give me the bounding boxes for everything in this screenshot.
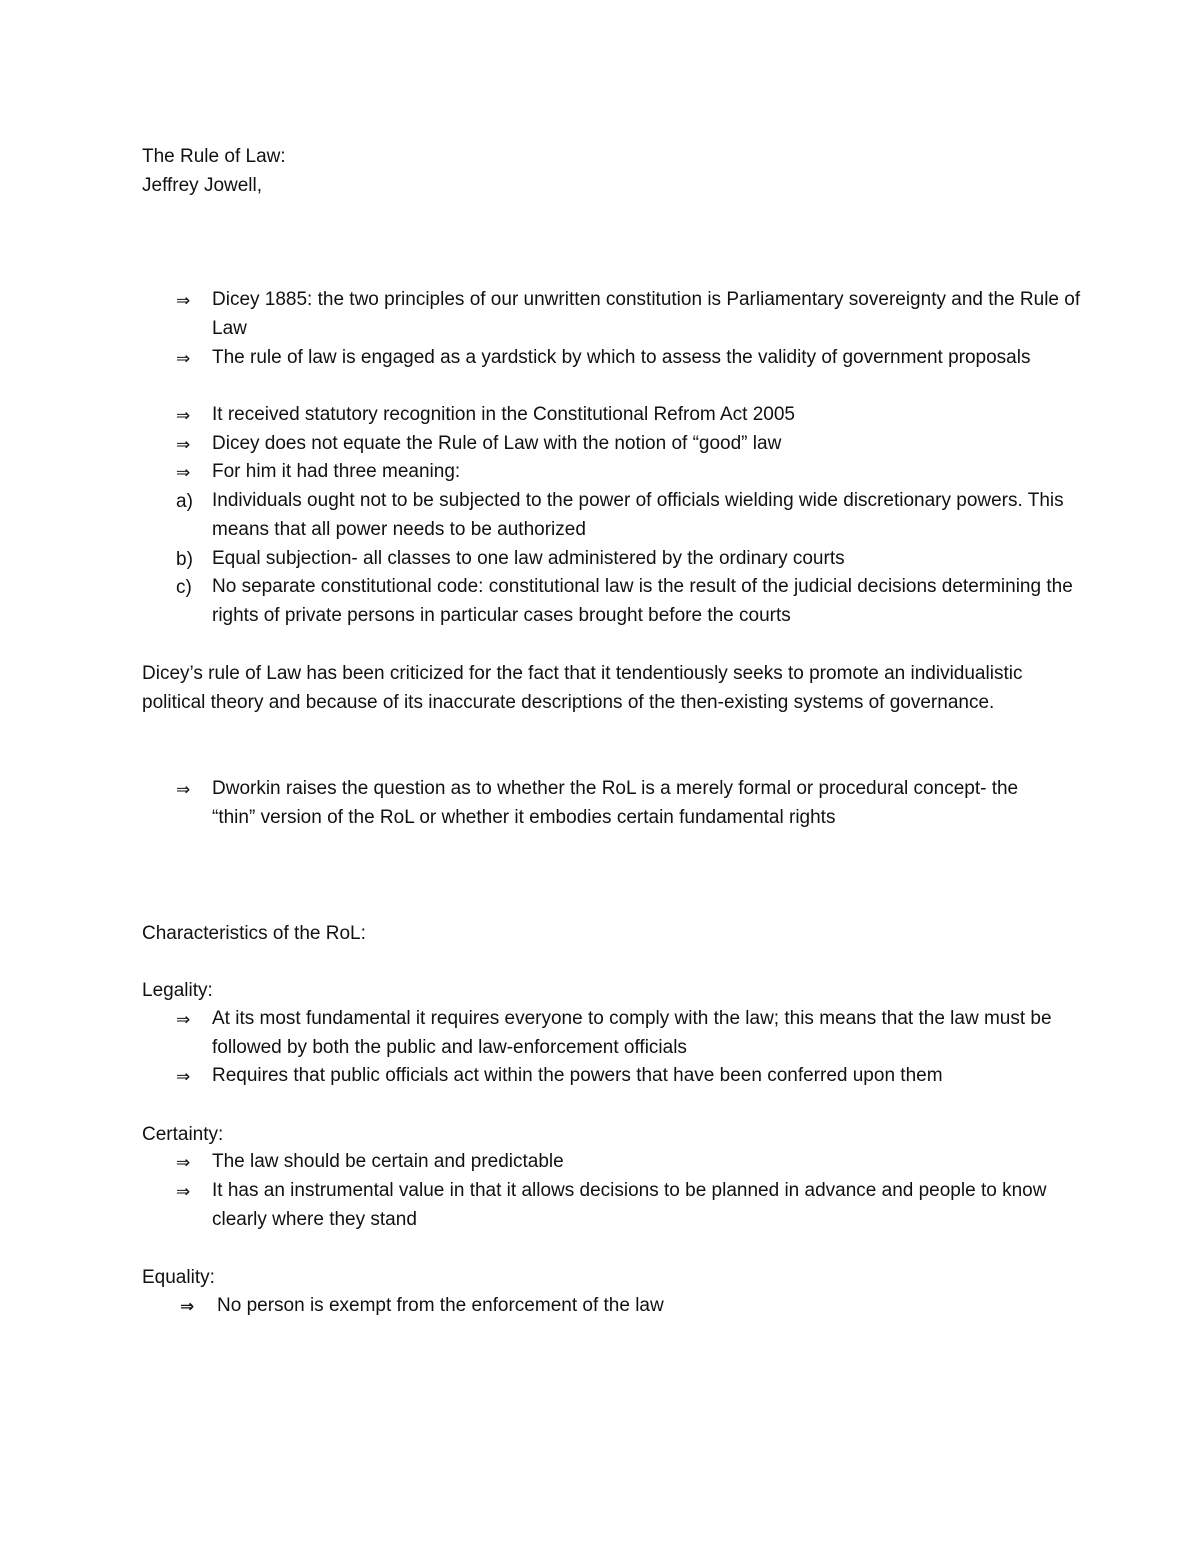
arrow-bullet-icon: ⇒	[180, 1297, 195, 1316]
arrow-bullet-icon: ⇒	[176, 435, 191, 454]
arrow-bullet-icon: ⇒	[176, 780, 191, 799]
arrow-bullet-icon: ⇒	[176, 463, 191, 482]
arrow-bullet-icon: ⇒	[176, 1153, 191, 1172]
list-item: No separate constitutional code: constitutional law is the result of the judicial decisions determining the rights of private persons in particular cases brought before the courts	[212, 576, 1073, 626]
list-item: Dicey does not equate the Rule of Law with the notion of “good” law	[212, 433, 782, 454]
characteristics-heading: Characteristics of the RoL:	[142, 923, 366, 944]
arrow-bullet-icon: ⇒	[176, 349, 191, 368]
list-item: No person is exempt from the enforcement of the law	[217, 1295, 664, 1316]
arrow-bullet-icon: ⇒	[176, 1067, 191, 1086]
arrow-bullet-icon: ⇒	[176, 291, 191, 310]
list-item: Dicey 1885: the two principles of our unwritten constitution is Parliamentary sovereignty and the Rule of Law	[212, 289, 1081, 339]
equality-heading: Equality:	[142, 1267, 215, 1288]
criticism-paragraph: Dicey’s rule of Law has been criticized for the fact that it tendentiously seeks to promote an individualistic political theory and because of its inaccurate descriptions of the then-existing systems of governance.	[142, 663, 1023, 713]
list-item: At its most fundamental it requires everyone to comply with the law; this means that the law must be followed by both the public and law-enforcement officials	[212, 1008, 1052, 1058]
arrow-bullet-icon: ⇒	[176, 1010, 191, 1029]
list-item: It has an instrumental value in that it allows decisions to be planned in advance and people to know clearly where they stand	[212, 1180, 1047, 1230]
arrow-bullet-icon: ⇒	[176, 1182, 191, 1201]
document-title: The Rule of Law:	[142, 146, 286, 167]
list-item: The law should be certain and predictable	[212, 1151, 564, 1172]
list-item: Individuals ought not to be subjected to the power of officials wielding wide discretionary powers. This means that all power needs to be authorized	[212, 490, 1064, 540]
list-marker: a)	[176, 491, 193, 512]
list-marker: c)	[176, 577, 192, 598]
list-item: The rule of law is engaged as a yardstick by which to assess the validity of government proposals	[212, 347, 1031, 368]
list-marker: b)	[176, 549, 193, 570]
arrow-bullet-icon: ⇒	[176, 406, 191, 425]
list-item: Equal subjection- all classes to one law administered by the ordinary courts	[212, 548, 845, 569]
list-item: For him it had three meaning:	[212, 461, 461, 482]
list-item: Requires that public officials act within the powers that have been conferred upon them	[212, 1065, 943, 1086]
list-item: It received statutory recognition in the Constitutional Refrom Act 2005	[212, 404, 795, 425]
document-author: Jeffrey Jowell,	[142, 175, 263, 196]
list-item: Dworkin raises the question as to whether the RoL is a merely formal or procedural concept- the “thin” version of the RoL or whether it embodies certain fundamental rights	[212, 778, 1019, 828]
certainty-heading: Certainty:	[142, 1124, 224, 1145]
legality-heading: Legality:	[142, 980, 213, 1001]
